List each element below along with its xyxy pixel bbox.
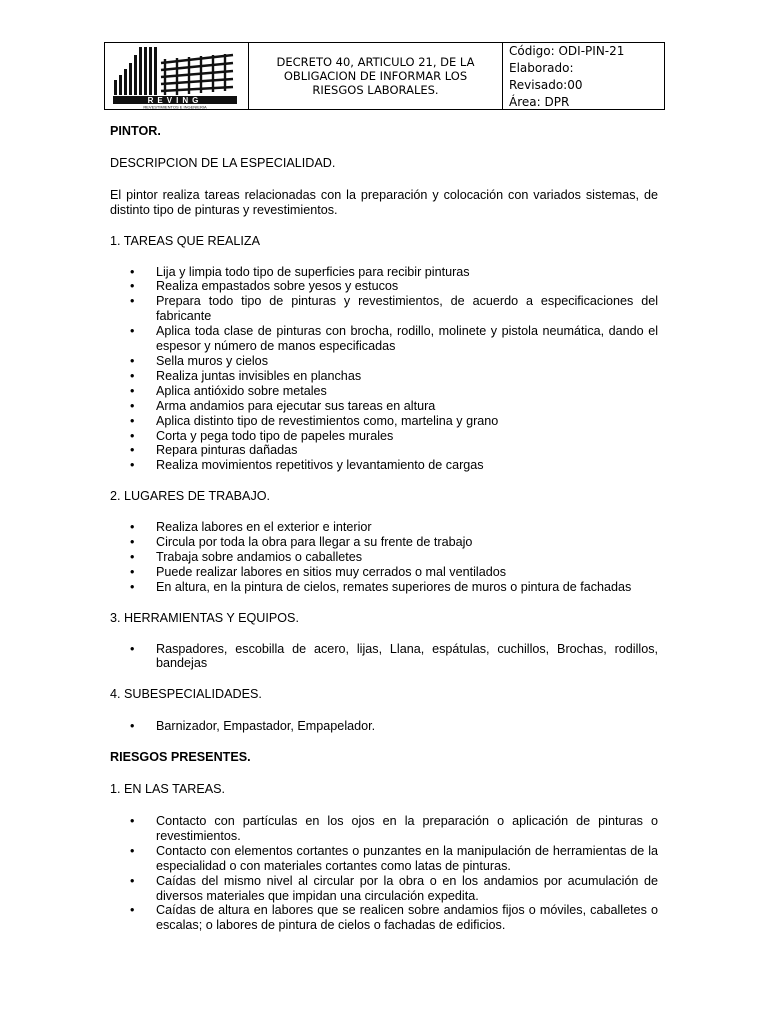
lugares-list (110, 520, 658, 595)
list-item: • Caídas del mismo nivel al circular por la obra o en los andamios por acumulación de diversos materiales que impidan una circulación expedita. (110, 874, 658, 904)
description-paragraph: El pintor realiza tareas relacionadas con la preparación y colocación con variados sistemas, de distinto tipo de pinturas y revestimientos. (110, 187, 658, 217)
list-item: • Sella muros y cielos (110, 354, 658, 369)
list-item: • Aplica distinto tipo de revestimientos como, martelina y grano (110, 414, 658, 429)
list-item: • Puede realizar labores en sitios muy cerrados o mal ventilados (110, 565, 658, 580)
riesgos-tareas-list (110, 814, 658, 933)
herramientas-list (110, 642, 658, 672)
list-item: • Raspadores, escobilla de acero, lijas, Llana, espátulas, cuchillos, Brochas, rodillos, bandejas (110, 642, 658, 672)
logo-text: REVING (147, 96, 203, 105)
list-item: • Realiza labores en el exterior e interior (110, 520, 658, 535)
section-title-tareas: 1. TAREAS QUE REALIZA (110, 233, 261, 248)
list-item: • Realiza juntas invisibles en planchas (110, 369, 658, 384)
list-item: • Lija y limpia todo tipo de superficies para recibir pinturas (110, 265, 658, 280)
building-logo-icon (105, 43, 247, 109)
document-title: DECRETO 40, ARTICULO 21, DE LA OBLIGACION DE INFORMAR LOS RIESGOS LABORALES. (249, 43, 503, 109)
revisado-field: Revisado:00 (509, 78, 583, 92)
company-logo (105, 43, 249, 109)
section-title-en-las-tareas: 1. EN LAS TAREAS. (110, 782, 226, 797)
list-item: • Contacto con partículas en los ojos en la preparación o aplicación de pinturas o revestimientos. (110, 814, 658, 844)
area-field: Área: DPR (509, 95, 570, 109)
section-title-descripcion: DESCRIPCION DE LA ESPECIALIDAD. (110, 155, 336, 170)
list-item: • Trabaja sobre andamios o caballetes (110, 550, 658, 565)
list-item: • Contacto con elementos cortantes o punzantes en la manipulación de herramientas de la especialidad o con materiales cortantes como latas de pinturas. (110, 844, 658, 874)
codigo-field: Código: ODI-PIN-21 (509, 44, 625, 58)
elaborado-field: Elaborado: (509, 61, 574, 75)
tareas-list (110, 265, 658, 474)
document-body (110, 124, 658, 933)
list-item: • En altura, en la pintura de cielos, remates superiores de muros o pintura de fachadas (110, 580, 658, 595)
subespecialidades-list (110, 719, 658, 734)
section-title-herramientas: 3. HERRAMIENTAS Y EQUIPOS. (110, 610, 299, 625)
list-item: • Corta y pega todo tipo de papeles murales (110, 429, 658, 444)
list-item: • Repara pinturas dañadas (110, 443, 658, 458)
list-item: • Aplica antióxido sobre metales (110, 384, 658, 399)
list-item: • Aplica toda clase de pinturas con brocha, rodillo, molinete y pistola neumática, dando el espesor y número de manos especificadas (110, 324, 658, 354)
list-item: • Caídas de altura en labores que se realicen sobre andamios fijos o móviles, caballetes o escalas; o labores de pintura de cielos o fachadas de edificios. (110, 903, 658, 933)
list-item: • Realiza movimientos repetitivos y levantamiento de cargas (110, 458, 658, 473)
section-title-lugares: 2. LUGARES DE TRABAJO. (110, 489, 271, 504)
page-heading: PINTOR. (110, 124, 161, 138)
document-metadata (503, 43, 664, 109)
riesgos-heading: RIESGOS PRESENTES. (110, 750, 251, 765)
list-item: • Prepara todo tipo de pinturas y revestimientos, de acuerdo a especificaciones del fabricante (110, 294, 658, 324)
logo-subtext: REVESTIMIENTOS E INGENIERIA (143, 104, 207, 109)
list-item: • Barnizador, Empastador, Empapelador. (110, 719, 658, 734)
list-item: • Arma andamios para ejecutar sus tareas en altura (110, 399, 658, 414)
list-item: • Realiza empastados sobre yesos y estucos (110, 279, 658, 294)
document-header-table (104, 42, 665, 110)
section-title-subespecialidades: 4. SUBESPECIALIDADES. (110, 687, 262, 702)
list-item: • Circula por toda la obra para llegar a su frente de trabajo (110, 535, 658, 550)
